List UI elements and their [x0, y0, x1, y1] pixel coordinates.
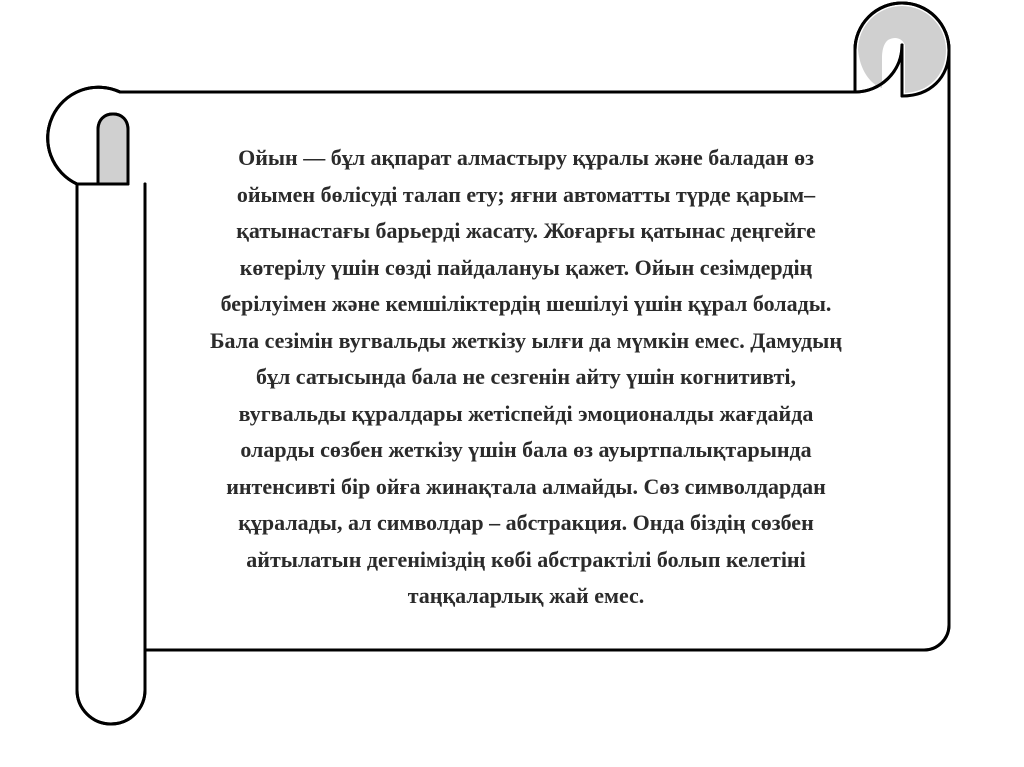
paragraph-line: құралады, ал символдар – абстракция. Онда біздің сөзбен: [238, 510, 814, 535]
paragraph-line: берілуімен және кемшіліктердің шешілуі үшін құрал болады.: [220, 291, 832, 316]
paragraph-line: Бала сезімін вугвальды жеткізу ылғи да мүмкін емес. Дамудың: [210, 327, 842, 353]
paragraph-line: қатынастағы барьерді жасату. Жоғарғы қатынас деңгейге: [236, 218, 816, 243]
paragraph-line: оларды сөзбен жеткізу үшін бала өз ауыртпалықтарында: [240, 437, 812, 462]
paragraph-line: таңқаларлық жай емес.: [407, 583, 645, 608]
paragraph-line: вугвальды құралдары жетіспейді эмоционалды жағдайда: [238, 400, 814, 426]
paragraph-line: көтерілу үшін сөзді пайдалануы қажет. Ойын сезімдердің: [239, 254, 813, 280]
paragraph-line: интенсивті бір ойға жинақтала алмайды. Сөз символдардан: [226, 473, 826, 499]
paragraph-line: айтылатын дегеніміздің көбі абстрактілі болып келетіні: [246, 546, 806, 572]
left-curl-shade: [98, 114, 128, 184]
paragraph-line: бұл сатысында бала не сезгенін айту үшін когнитивті,: [255, 364, 797, 389]
paragraph-line: Ойын — бұл ақпарат алмастыру құралы және баладан өз: [238, 145, 814, 170]
paragraph-line: ойымен бөлісуді талап ету; яғни автоматты түрде қарым–: [236, 181, 816, 207]
scroll-paragraph: [150, 140, 902, 615]
